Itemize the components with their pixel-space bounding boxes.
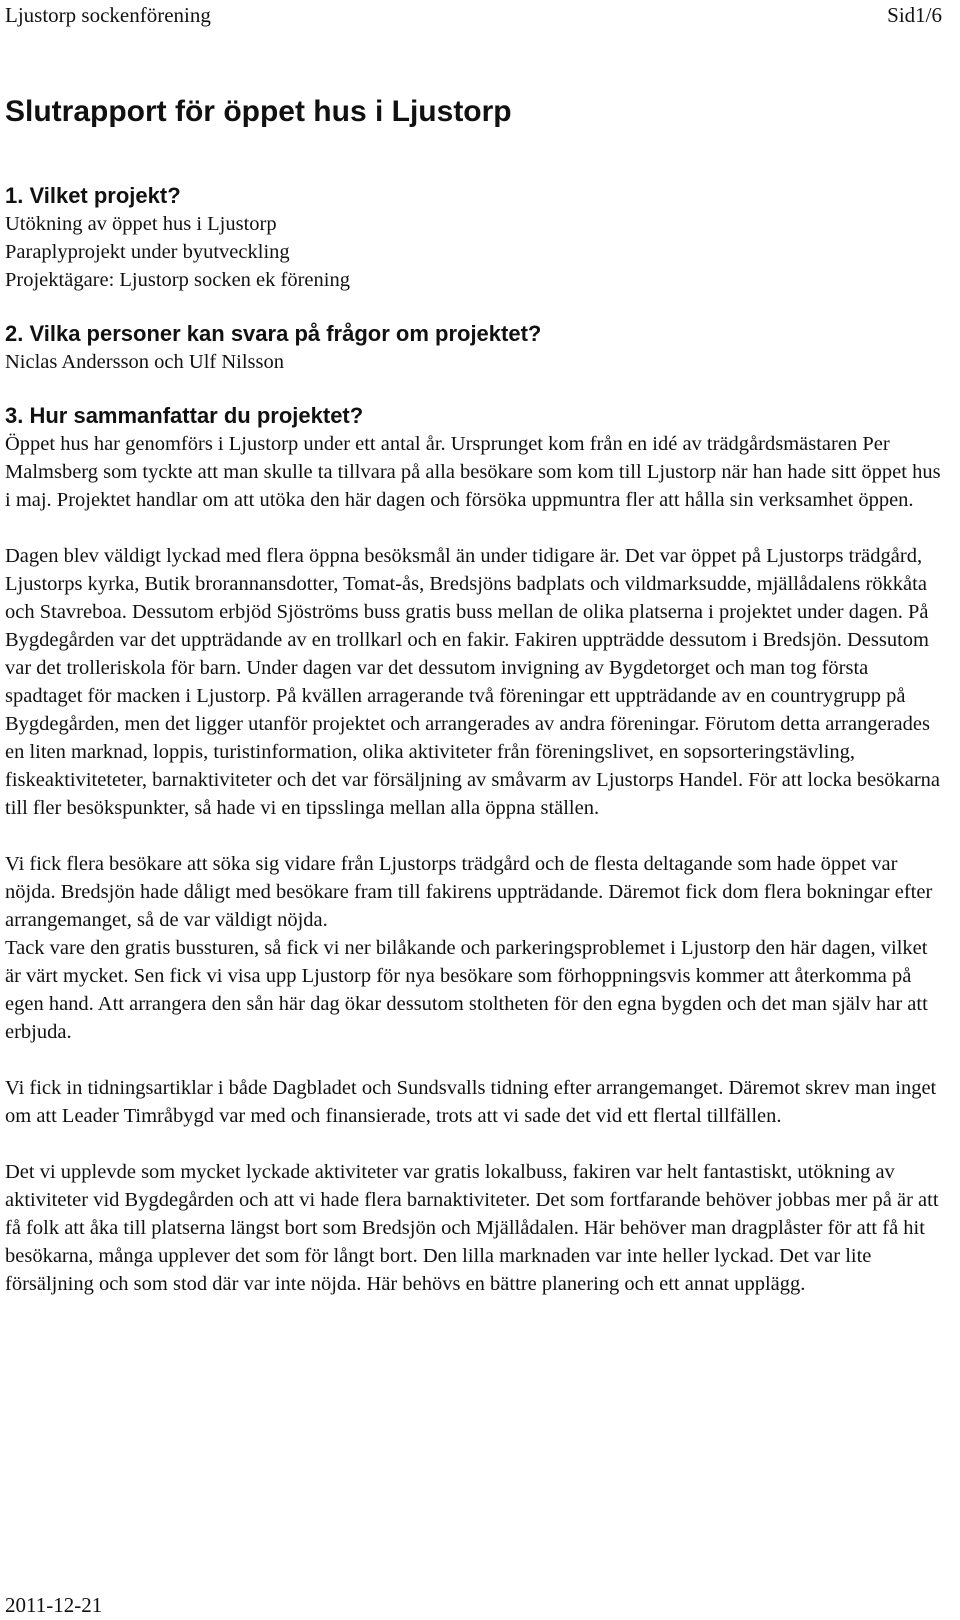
body-paragraph: Dagen blev väldigt lyckad med flera öppna besöksmål än under tidigare är. Det var öppet på Ljustorps trädgård, Ljustorps kyrka, Butik brorannansdotter, Tomat-ås, Bredsjöns badplats och vildmarksudde, mjällådalens rökkåta och Stavreboa. Dessutom erbjöd Sjöströms buss gratis buss mellan de olika platserna i projektet under dagen. På Bygdegården var det uppträdande av en trollkarl och en fakir. Fakiren uppträdde dessutom i Bredsjön. Dessutom var det trolleriskola för barn. Under dagen var det dessutom invigning av Bygdetorget och man tog första spadtaget för macken i Ljustorp. På kvällen arragerande två föreningar ett uppträdande av en countrygrupp på Bygdegården, men det ligger utanför projektet och arrangerades av andra föreningar. Förutom detta arrangerades en liten marknad, loppis, turistinformation, olika aktiviteter från föreningslivet, en sopsorteringstävling, fiskeaktiviteteter, barnaktiviteter och det var försäljning av småvarm av Ljustorps Handel. För att locka besökarna till fler besökspunkter, så hade vi en tipsslinga mellan alla öppna ställen. xyxy=(5,545,941,819)
section-line: Paraplyprojekt under byutveckling xyxy=(5,241,290,263)
body-paragraph: Vi fick flera besökare att söka sig vidare från Ljustorps trädgård och de flesta deltagande som hade öppet var nöjda. Bredsjön hade dåligt med besökare fram till fakirens uppträdande. Däremot fick dom flera bokningar efter arrangemanget, så de var väldigt nöjda. xyxy=(5,853,933,931)
section-line: Projektägare: Ljustorp socken ek förening xyxy=(5,269,350,291)
section-line: Niclas Andersson och Ulf Nilsson xyxy=(5,351,285,373)
section-2 xyxy=(5,320,945,376)
section-line: Utökning av öppet hus i Ljustorp xyxy=(5,213,277,235)
document-title: Slutrapport för öppet hus i Ljustorp xyxy=(5,95,512,128)
body-paragraph: Tack vare den gratis bussturen, så fick vi ner bilåkande och parkeringsproblemet i Ljustorp den här dagen, vilket är värt mycket. Sen fick vi visa upp Ljustorp för nya besökare som förhoppningsvis kommer att återkomma på egen hand. Att arrangera den sån här dag ökar dessutom stoltheten för den egna bygden och det man själv har att erbjuda. xyxy=(5,937,928,1043)
body-paragraph: Vi fick in tidningsartiklar i både Dagbladet och Sundsvalls tidning efter arrangemanget. Däremot skrev man inget om att Leader Timråbygd var med och finansierade, trots att vi sade det vid ett flertal tillfällen. xyxy=(5,1077,937,1127)
section-heading: 1. Vilket projekt? xyxy=(5,183,181,208)
body-paragraph: Öppet hus har genomförs i Ljustorp under ett antal år. Ursprunget kom från en idé av trädgårdsmästaren Per Malmsberg som tyckte att man skulle ta tillvara på alla besökare som kom till Ljustorp när han hade sitt öppet hus i maj. Projektet handlar om att utöka den här dagen och försöka uppmuntra fler att hålla sin verksamhet öppen. xyxy=(5,433,941,511)
section-heading: 3. Hur sammanfattar du projektet? xyxy=(5,403,364,428)
section-heading: 2. Vilka personer kan svara på frågor om projektet? xyxy=(5,321,542,346)
section-3 xyxy=(5,402,945,1298)
header-page-number: Sid1/6 xyxy=(887,3,942,27)
document-body xyxy=(5,92,945,1324)
section-1 xyxy=(5,182,945,294)
body-paragraph: Det vi upplevde som mycket lyckade aktiviteter var gratis lokalbuss, fakiren var helt fantastiskt, utökning av aktiviteter vid Bygdegården och att vi hade flera barnaktiviteter. Det som fortfarande behöver jobbas mer på är att få folk att åka till platserna längst bort som Bredsjön och Mjällådalen. Här behöver man dragplåster för att få hit besökarna, många upplever det som för långt bort. Den lilla marknaden var inte heller lyckad. Det var lite försäljning och som stod där var inte nöjda. Här behövs en bättre planering och ett annat upplägg. xyxy=(5,1161,939,1295)
header-organization: Ljustorp sockenförening xyxy=(5,3,211,27)
footer-date: 2011-12-21 xyxy=(5,1593,103,1617)
